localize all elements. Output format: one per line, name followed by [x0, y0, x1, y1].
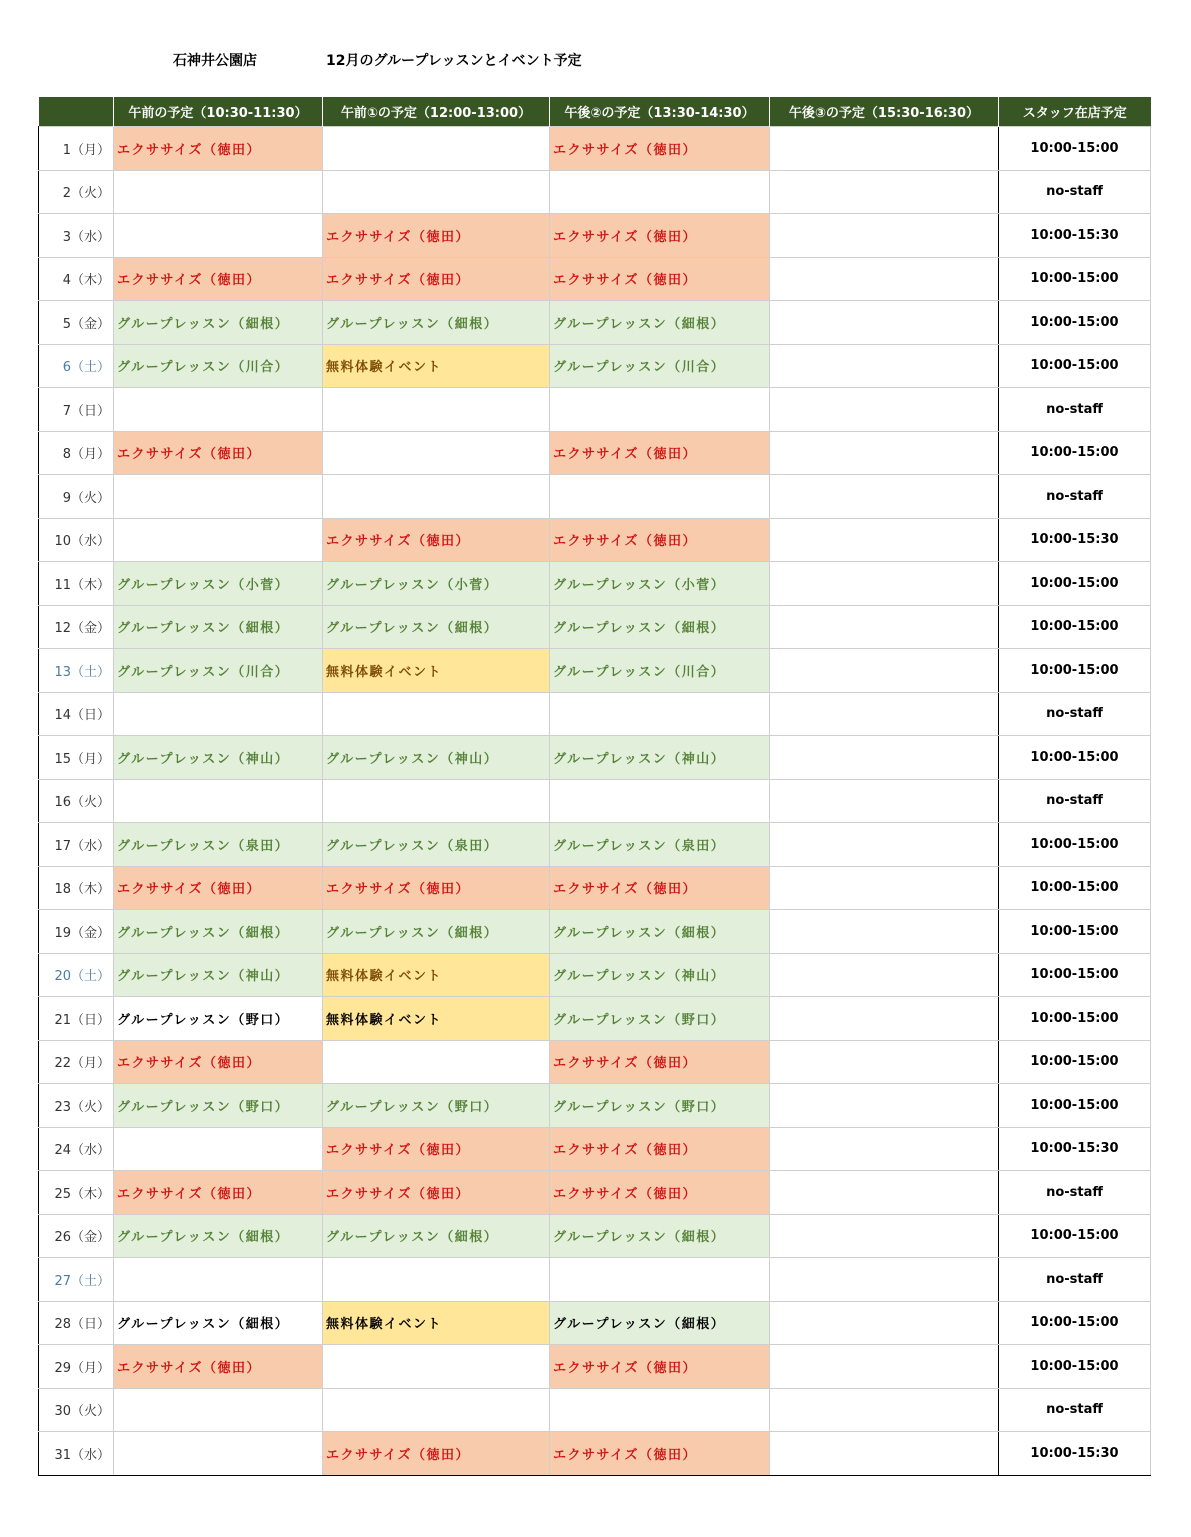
slot-cell-pm2: エクササイズ（徳田） — [550, 1171, 770, 1215]
date-cell: 9（火） — [39, 475, 114, 519]
slot-cell-pm2 — [550, 1258, 770, 1302]
date-cell: 12（金） — [39, 605, 114, 649]
date-cell: 2（火） — [39, 170, 114, 214]
table-row — [39, 605, 1151, 649]
slot-cell-am1: エクササイズ（徳田） — [323, 1127, 550, 1171]
header-staff: スタッフ在店予定 — [999, 97, 1151, 127]
slot-cell-am1: エクササイズ（徳田） — [323, 257, 550, 301]
slot-cell-am1: エクササイズ（徳田） — [323, 518, 550, 562]
slot-cell-am1 — [323, 1040, 550, 1084]
date-cell: 19（金） — [39, 910, 114, 954]
slot-cell-pm2: グループレッスン（小菅） — [550, 562, 770, 606]
slot-cell-pm2 — [550, 388, 770, 432]
slot-cell-am1 — [323, 475, 550, 519]
slot-cell-am1 — [323, 1388, 550, 1432]
table-row — [39, 866, 1151, 910]
slot-cell-am1 — [323, 170, 550, 214]
header-row — [39, 97, 1151, 127]
staff-cell: 10:00-15:30 — [999, 214, 1151, 258]
table-row — [39, 1432, 1151, 1476]
slot-cell-am: グループレッスン（細根） — [114, 1214, 323, 1258]
slot-cell-pm3 — [770, 1258, 999, 1302]
slot-cell-am1 — [323, 431, 550, 475]
slot-cell-am1: グループレッスン（細根） — [323, 605, 550, 649]
staff-cell: no-staff — [999, 475, 1151, 519]
table-row — [39, 257, 1151, 301]
table-row — [39, 344, 1151, 388]
slot-cell-pm2: グループレッスン（細根） — [550, 301, 770, 345]
slot-cell-pm2: エクササイズ（徳田） — [550, 127, 770, 171]
table-row — [39, 1084, 1151, 1128]
staff-cell: no-staff — [999, 1258, 1151, 1302]
slot-cell-pm2: グループレッスン（泉田） — [550, 823, 770, 867]
slot-cell-pm3 — [770, 605, 999, 649]
slot-cell-am: グループレッスン（泉田） — [114, 823, 323, 867]
table-row — [39, 1040, 1151, 1084]
slot-cell-am1: グループレッスン（野口） — [323, 1084, 550, 1128]
slot-cell-am — [114, 1432, 323, 1476]
date-cell: 28（日） — [39, 1301, 114, 1345]
slot-cell-am1 — [323, 692, 550, 736]
slot-cell-am: グループレッスン（小菅） — [114, 562, 323, 606]
slot-cell-pm2: エクササイズ（徳田） — [550, 431, 770, 475]
slot-cell-am: エクササイズ（徳田） — [114, 866, 323, 910]
date-cell: 13（土） — [39, 649, 114, 693]
table-row — [39, 431, 1151, 475]
slot-cell-pm2: エクササイズ（徳田） — [550, 1345, 770, 1389]
slot-cell-am — [114, 779, 323, 823]
table-row — [39, 1214, 1151, 1258]
table-row — [39, 823, 1151, 867]
header-morning-1: 午前①の予定（12:00-13:00） — [323, 97, 550, 127]
table-row — [39, 649, 1151, 693]
slot-cell-pm2 — [550, 1388, 770, 1432]
slot-cell-am1: 無料体験イベント — [323, 1301, 550, 1345]
slot-cell-pm3 — [770, 562, 999, 606]
table-row — [39, 214, 1151, 258]
staff-cell: 10:00-15:30 — [999, 518, 1151, 562]
staff-cell: 10:00-15:00 — [999, 562, 1151, 606]
date-cell: 23（火） — [39, 1084, 114, 1128]
slot-cell-am1: エクササイズ（徳田） — [323, 214, 550, 258]
slot-cell-pm3 — [770, 1388, 999, 1432]
slot-cell-am: エクササイズ（徳田） — [114, 1171, 323, 1215]
slot-cell-am1: グループレッスン（小菅） — [323, 562, 550, 606]
slot-cell-pm3 — [770, 997, 999, 1041]
slot-cell-am: グループレッスン（川合） — [114, 344, 323, 388]
staff-cell: 10:00-15:00 — [999, 866, 1151, 910]
header-date — [39, 97, 114, 127]
staff-cell: no-staff — [999, 170, 1151, 214]
slot-cell-am — [114, 475, 323, 519]
slot-cell-pm3 — [770, 1171, 999, 1215]
slot-cell-am — [114, 214, 323, 258]
table-row — [39, 910, 1151, 954]
date-cell: 18（木） — [39, 866, 114, 910]
table-row — [39, 1388, 1151, 1432]
date-cell: 17（水） — [39, 823, 114, 867]
table-row — [39, 692, 1151, 736]
staff-cell: 10:00-15:00 — [999, 605, 1151, 649]
table-row — [39, 1301, 1151, 1345]
slot-cell-am: グループレッスン（野口） — [114, 997, 323, 1041]
slot-cell-pm3 — [770, 736, 999, 780]
slot-cell-am: グループレッスン（細根） — [114, 910, 323, 954]
staff-cell: 10:00-15:00 — [999, 997, 1151, 1041]
slot-cell-pm2: グループレッスン（細根） — [550, 1301, 770, 1345]
slot-cell-pm3 — [770, 1040, 999, 1084]
slot-cell-pm2: グループレッスン（細根） — [550, 605, 770, 649]
slot-cell-am1: グループレッスン（細根） — [323, 910, 550, 954]
table-row — [39, 779, 1151, 823]
slot-cell-pm2: グループレッスン（川合） — [550, 649, 770, 693]
table-row — [39, 1345, 1151, 1389]
slot-cell-am: グループレッスン（神山） — [114, 736, 323, 780]
staff-cell: 10:00-15:00 — [999, 127, 1151, 171]
date-cell: 30（火） — [39, 1388, 114, 1432]
table-row — [39, 1171, 1151, 1215]
slot-cell-am: グループレッスン（細根） — [114, 605, 323, 649]
slot-cell-am: エクササイズ（徳田） — [114, 1345, 323, 1389]
slot-cell-am1: 無料体験イベント — [323, 997, 550, 1041]
document-title: 12月のグループレッスンとイベント予定 — [326, 53, 582, 69]
staff-cell: no-staff — [999, 1171, 1151, 1215]
staff-cell: 10:00-15:00 — [999, 1084, 1151, 1128]
header-morning: 午前の予定（10:30-11:30） — [114, 97, 323, 127]
date-cell: 26（金） — [39, 1214, 114, 1258]
slot-cell-am1 — [323, 127, 550, 171]
date-cell: 29（月） — [39, 1345, 114, 1389]
slot-cell-pm3 — [770, 127, 999, 171]
slot-cell-am — [114, 388, 323, 432]
slot-cell-pm2 — [550, 779, 770, 823]
slot-cell-pm3 — [770, 823, 999, 867]
staff-cell: 10:00-15:00 — [999, 1214, 1151, 1258]
table-row — [39, 301, 1151, 345]
store-name: 石神井公園店 — [173, 53, 257, 69]
table-row — [39, 388, 1151, 432]
slot-cell-pm2: エクササイズ（徳田） — [550, 1432, 770, 1476]
slot-cell-pm3 — [770, 1127, 999, 1171]
slot-cell-am1 — [323, 1345, 550, 1389]
table-row — [39, 1127, 1151, 1171]
slot-cell-am: グループレッスン（細根） — [114, 1301, 323, 1345]
date-cell: 22（月） — [39, 1040, 114, 1084]
staff-cell: 10:00-15:00 — [999, 431, 1151, 475]
schedule-table — [38, 97, 1151, 1476]
staff-cell: 10:00-15:00 — [999, 649, 1151, 693]
slot-cell-pm2: グループレッスン（神山） — [550, 736, 770, 780]
slot-cell-am1 — [323, 779, 550, 823]
slot-cell-pm3 — [770, 866, 999, 910]
date-cell: 31（水） — [39, 1432, 114, 1476]
table-row — [39, 127, 1151, 171]
slot-cell-am: エクササイズ（徳田） — [114, 257, 323, 301]
slot-cell-am: グループレッスン（神山） — [114, 953, 323, 997]
slot-cell-pm3 — [770, 257, 999, 301]
schedule-body — [39, 127, 1151, 1476]
slot-cell-am1: グループレッスン（細根） — [323, 301, 550, 345]
slot-cell-pm2 — [550, 692, 770, 736]
staff-cell: no-staff — [999, 388, 1151, 432]
slot-cell-pm2: エクササイズ（徳田） — [550, 1040, 770, 1084]
slot-cell-am1 — [323, 388, 550, 432]
table-row — [39, 953, 1151, 997]
date-cell: 6（土） — [39, 344, 114, 388]
slot-cell-am: エクササイズ（徳田） — [114, 1040, 323, 1084]
date-cell: 14（日） — [39, 692, 114, 736]
slot-cell-pm3 — [770, 301, 999, 345]
slot-cell-pm2: グループレッスン（野口） — [550, 997, 770, 1041]
slot-cell-am1: エクササイズ（徳田） — [323, 1432, 550, 1476]
date-cell: 8（月） — [39, 431, 114, 475]
table-row — [39, 518, 1151, 562]
staff-cell: 10:00-15:00 — [999, 1301, 1151, 1345]
date-cell: 24（水） — [39, 1127, 114, 1171]
slot-cell-pm3 — [770, 214, 999, 258]
slot-cell-pm3 — [770, 388, 999, 432]
slot-cell-pm2: エクササイズ（徳田） — [550, 214, 770, 258]
slot-cell-am — [114, 1388, 323, 1432]
table-row — [39, 170, 1151, 214]
slot-cell-pm3 — [770, 170, 999, 214]
slot-cell-pm2: グループレッスン（川合） — [550, 344, 770, 388]
staff-cell: 10:00-15:30 — [999, 1432, 1151, 1476]
slot-cell-am — [114, 518, 323, 562]
slot-cell-am1: グループレッスン（細根） — [323, 1214, 550, 1258]
slot-cell-pm3 — [770, 1214, 999, 1258]
slot-cell-am: グループレッスン（川合） — [114, 649, 323, 693]
slot-cell-pm3 — [770, 1345, 999, 1389]
slot-cell-pm3 — [770, 649, 999, 693]
slot-cell-pm2: グループレッスン（細根） — [550, 910, 770, 954]
slot-cell-am1: 無料体験イベント — [323, 649, 550, 693]
slot-cell-pm2 — [550, 475, 770, 519]
staff-cell: 10:00-15:00 — [999, 953, 1151, 997]
slot-cell-am1: 無料体験イベント — [323, 953, 550, 997]
staff-cell: 10:00-15:00 — [999, 1040, 1151, 1084]
slot-cell-am1: エクササイズ（徳田） — [323, 866, 550, 910]
slot-cell-am: エクササイズ（徳田） — [114, 431, 323, 475]
slot-cell-am1: 無料体験イベント — [323, 344, 550, 388]
slot-cell-pm3 — [770, 692, 999, 736]
slot-cell-am — [114, 1258, 323, 1302]
table-row — [39, 562, 1151, 606]
slot-cell-pm3 — [770, 1084, 999, 1128]
staff-cell: no-staff — [999, 779, 1151, 823]
slot-cell-pm3 — [770, 518, 999, 562]
staff-cell: 10:00-15:00 — [999, 736, 1151, 780]
slot-cell-am: グループレッスン（細根） — [114, 301, 323, 345]
staff-cell: no-staff — [999, 1388, 1151, 1432]
staff-cell: 10:00-15:00 — [999, 910, 1151, 954]
slot-cell-am1 — [323, 1258, 550, 1302]
date-cell: 5（金） — [39, 301, 114, 345]
table-row — [39, 997, 1151, 1041]
staff-cell: no-staff — [999, 692, 1151, 736]
date-cell: 11（木） — [39, 562, 114, 606]
table-row — [39, 475, 1151, 519]
slot-cell-pm2: グループレッスン（細根） — [550, 1214, 770, 1258]
staff-cell: 10:00-15:00 — [999, 257, 1151, 301]
header-afternoon-2: 午後②の予定（13:30-14:30） — [550, 97, 770, 127]
slot-cell-pm3 — [770, 475, 999, 519]
date-cell: 16（火） — [39, 779, 114, 823]
staff-cell: 10:00-15:00 — [999, 1345, 1151, 1389]
slot-cell-pm3 — [770, 779, 999, 823]
slot-cell-pm2: エクササイズ（徳田） — [550, 518, 770, 562]
slot-cell-pm2 — [550, 170, 770, 214]
slot-cell-am1: グループレッスン（泉田） — [323, 823, 550, 867]
date-cell: 3（水） — [39, 214, 114, 258]
slot-cell-pm2: エクササイズ（徳田） — [550, 1127, 770, 1171]
date-cell: 21（日） — [39, 997, 114, 1041]
slot-cell-am — [114, 1127, 323, 1171]
slot-cell-am: グループレッスン（野口） — [114, 1084, 323, 1128]
header-afternoon-3: 午後③の予定（15:30-16:30） — [770, 97, 999, 127]
slot-cell-pm2: エクササイズ（徳田） — [550, 257, 770, 301]
slot-cell-am1: グループレッスン（神山） — [323, 736, 550, 780]
date-cell: 27（土） — [39, 1258, 114, 1302]
date-cell: 1（月） — [39, 127, 114, 171]
slot-cell-am — [114, 170, 323, 214]
slot-cell-pm3 — [770, 431, 999, 475]
table-row — [39, 1258, 1151, 1302]
slot-cell-pm3 — [770, 344, 999, 388]
table-row — [39, 736, 1151, 780]
date-cell: 7（日） — [39, 388, 114, 432]
staff-cell: 10:00-15:00 — [999, 301, 1151, 345]
slot-cell-pm3 — [770, 1432, 999, 1476]
slot-cell-pm3 — [770, 1301, 999, 1345]
date-cell: 20（土） — [39, 953, 114, 997]
date-cell: 15（月） — [39, 736, 114, 780]
title-row — [0, 50, 1191, 72]
staff-cell: 10:00-15:00 — [999, 344, 1151, 388]
slot-cell-pm3 — [770, 910, 999, 954]
date-cell: 4（木） — [39, 257, 114, 301]
slot-cell-pm2: グループレッスン（野口） — [550, 1084, 770, 1128]
slot-cell-pm2: エクササイズ（徳田） — [550, 866, 770, 910]
date-cell: 25（木） — [39, 1171, 114, 1215]
slot-cell-pm2: グループレッスン（神山） — [550, 953, 770, 997]
staff-cell: 10:00-15:00 — [999, 823, 1151, 867]
slot-cell-am: エクササイズ（徳田） — [114, 127, 323, 171]
slot-cell-pm3 — [770, 953, 999, 997]
staff-cell: 10:00-15:30 — [999, 1127, 1151, 1171]
slot-cell-am — [114, 692, 323, 736]
slot-cell-am1: エクササイズ（徳田） — [323, 1171, 550, 1215]
date-cell: 10（水） — [39, 518, 114, 562]
